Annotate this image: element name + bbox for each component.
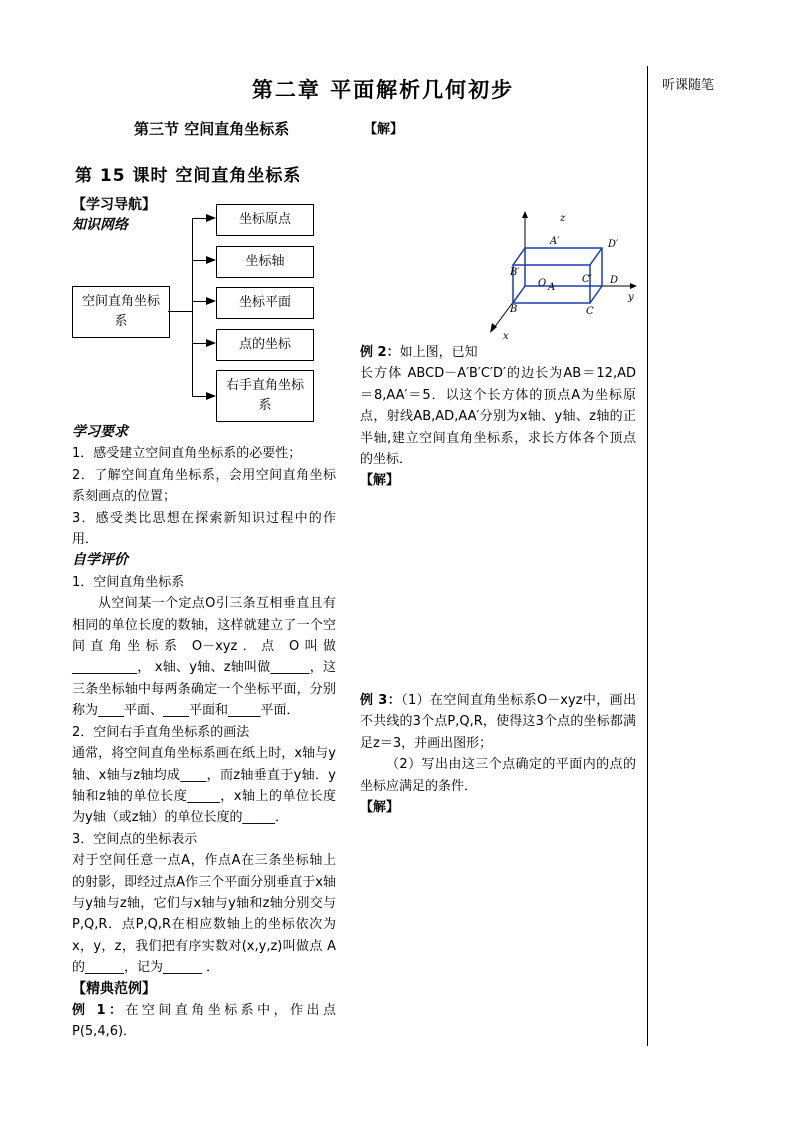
chapter-title: 第二章 平面解析几何初步 xyxy=(251,78,515,102)
network-branch-box xyxy=(216,246,314,278)
network-branch-box xyxy=(216,204,314,236)
left-column xyxy=(72,422,336,1043)
fig-label: D′ xyxy=(608,239,619,250)
network-branch-label: 点的坐标 xyxy=(238,337,291,352)
network-branch-box xyxy=(216,287,314,319)
example-3-body-1: （1）在空间直角坐标系O－xyz中，画出不共线的3个点P,Q,R，使得这3个点的坐标都满足z＝3，并画出图形； xyxy=(360,693,636,751)
lesson-title: 第 15 课时 空间直角坐标系 xyxy=(75,166,302,186)
side-note-label: 听课随笔 xyxy=(662,78,715,93)
answer-label-top: 【解】 xyxy=(364,122,404,137)
fig-label: x xyxy=(503,331,509,342)
right-column-ex3 xyxy=(360,690,636,818)
network-branch-box xyxy=(216,329,314,361)
section-title: 第三节 空间直角坐标系 xyxy=(134,120,290,138)
example-3-intro xyxy=(360,690,636,754)
fig-label: C xyxy=(586,306,594,317)
fig-label: D xyxy=(610,275,619,286)
fig-label: B xyxy=(510,304,518,315)
guide-heading: 【学习导航】 xyxy=(72,197,156,213)
network-root-box xyxy=(72,286,170,338)
example-2-body-2: 长方体 ABCD－A′B′C′D′的边长为AB＝12,AD＝8,AA′＝5．以这个长方体的顶点A为坐标原点，射线AB,AD,AA′分别为x轴、y轴、z轴的正半轴,建立空间直角坐标系，求长方体各个顶点的坐标． xyxy=(360,366,636,468)
fig-label: C′ xyxy=(582,274,592,285)
fig-label: O xyxy=(538,278,547,289)
example-1-body: 在空间直角坐标系中，作出点P(5,4,6)． xyxy=(72,1002,336,1040)
example-2-answer: 【解】 xyxy=(360,473,400,489)
subsection-body: 通常，将空间直角坐标系画在纸上时，x轴与y轴、x轴与z轴均成____，而z轴垂直于y轴．y轴和z轴的单位长度_____，x轴上的单位长度为y轴（或z轴）的单位长度的_____． xyxy=(72,746,336,826)
connector-trunk xyxy=(192,218,193,396)
example-1-label: 例 1： xyxy=(72,1002,126,1018)
cuboid-figure xyxy=(480,208,640,342)
network-heading: 知识网络 xyxy=(72,217,128,233)
self-eval-heading: 自学评价 xyxy=(72,552,128,569)
fig-label: y xyxy=(628,292,634,303)
example-1 xyxy=(72,1000,336,1043)
subsection-title: 2．空间右手直角坐标系的画法 xyxy=(72,724,250,740)
connector-line xyxy=(168,311,192,312)
right-column-ex2 xyxy=(360,342,636,492)
requirement-item: 3．感受类比思想在探索新知识过程中的作用． xyxy=(72,510,336,548)
network-root-label: 空间直角坐标系 xyxy=(81,294,160,329)
network-branch-label: 坐标原点 xyxy=(238,212,291,227)
fig-label: z xyxy=(560,213,566,224)
subsection-body: 从空间某一个定点O引三条互相垂直且有相同的单位长度的数轴，这样就建立了一个空间直角坐标系 O－xyz．点 O叫做__________， x轴、y轴、z轴叫做______，这三条坐标轴中每两条确定一个坐标平面，分别称为____平面、____平面和_____平面． xyxy=(72,596,336,719)
requirement-item: 2．了解空间直角坐标系，会用空间直角坐标系刻画点的位置； xyxy=(72,467,336,505)
network-branch-label: 坐标轴 xyxy=(245,254,285,269)
margin-divider xyxy=(647,66,648,1046)
fig-label: A′ xyxy=(550,236,560,247)
subsection-title: 1．空间直角坐标系 xyxy=(72,574,185,590)
example-3-label: 例 3： xyxy=(360,693,402,708)
requirement-item: 1．感受建立空间直角坐标系的必要性； xyxy=(72,446,302,462)
subsection-body: 对于空间任意一点A，作点A在三条坐标轴上的射影，即经过点A作三个平面分别垂直于x轴与y轴与z轴，它们与x轴与y轴和z轴分别交与P,Q,R．点P,Q,R在相应数轴上的坐标依次为x，y，z，我们把有序实数对(x,y,z)叫做点 A的______，记为______ ． xyxy=(72,853,336,976)
examples-heading: 【精典范例】 xyxy=(72,980,156,997)
example-2-label: 例 2： xyxy=(360,345,400,360)
example-3-body-2: （2）写出由这三个点确定的平面内的点的坐标应满足的条件． xyxy=(360,757,636,794)
example-2-body-1: 如上图，已知 xyxy=(399,345,478,360)
fig-label: A xyxy=(548,282,556,293)
example-3-answer: 【解】 xyxy=(360,800,400,816)
fig-label: B′ xyxy=(510,267,520,278)
example-2-intro xyxy=(360,342,636,363)
network-branch-label: 右手直角坐标系 xyxy=(225,378,304,413)
network-branch-box xyxy=(216,370,314,422)
subsection-title: 3．空间点的坐标表示 xyxy=(72,831,198,847)
requirements-heading: 学习要求 xyxy=(72,424,128,440)
network-branch-label: 坐标平面 xyxy=(238,295,291,310)
